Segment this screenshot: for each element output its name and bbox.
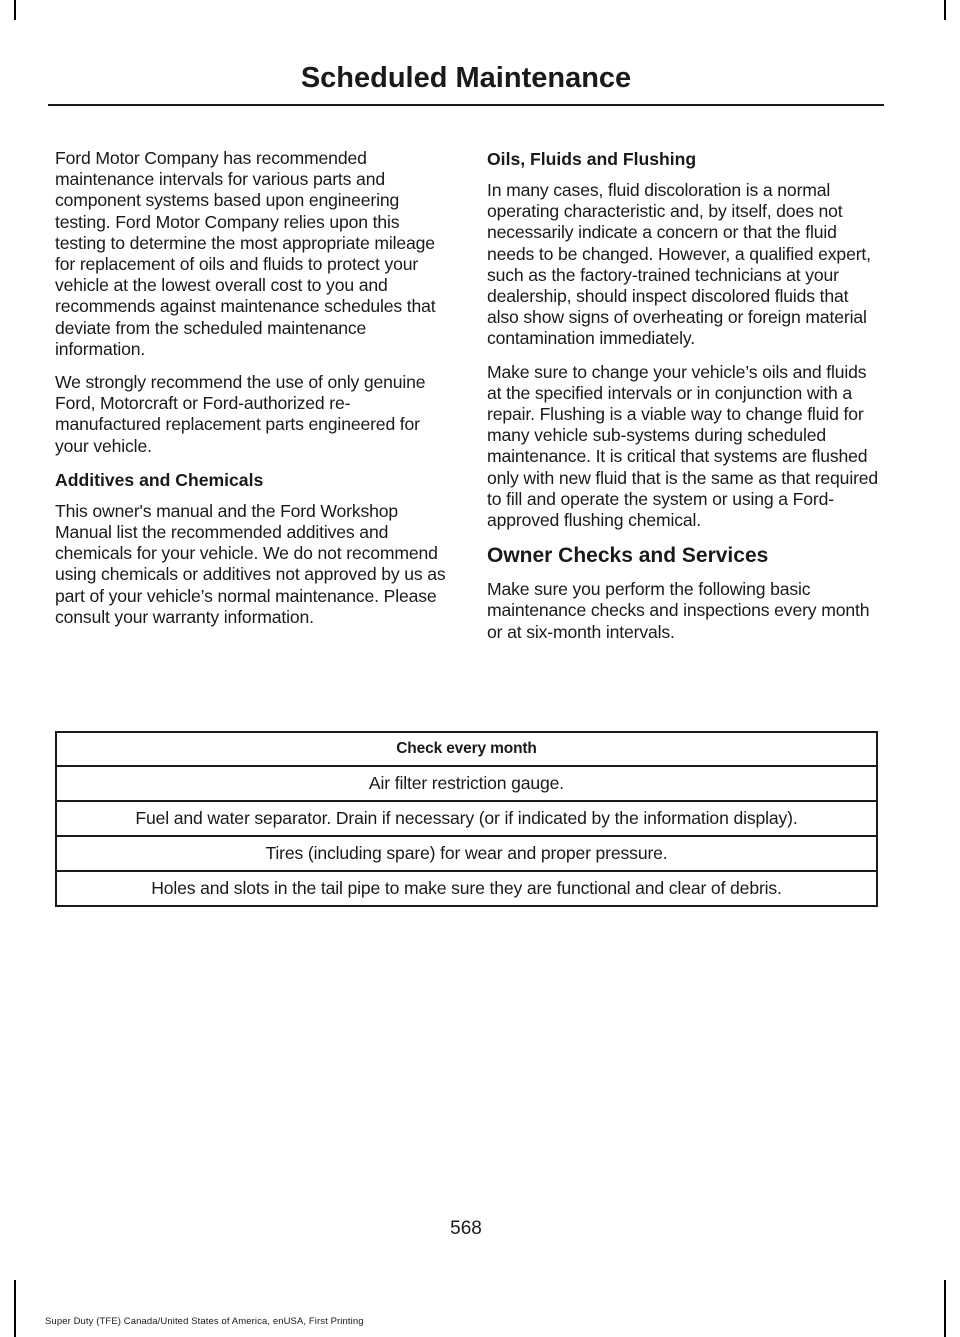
table-cell-tires: Tires (including spare) for wear and proper pressure. (56, 836, 877, 871)
page-title: Scheduled Maintenance (300, 62, 632, 94)
edition-footer: Super Duty (TFE) Canada/United States of America, enUSA, First Printing (45, 1316, 364, 1327)
heading-owner-checks: Owner Checks and Services (487, 544, 769, 568)
crop-mark-top-right (944, 0, 946, 20)
table-cell-air-filter: Air filter restriction gauge. (56, 766, 877, 801)
header-divider (48, 104, 884, 106)
right-column (487, 148, 879, 655)
page-number: 568 (450, 1218, 482, 1239)
paragraph-change-fluids: Make sure to change your vehicle’s oils and fluids at the specified intervals or in conjunction with a repair. Flushing is a viable way to change fluid for many vehicle sub-systems during scheduled maintenance. It is critical that systems are flushed only with new fluid that is the same as that required to fill and operate the system or using a Ford-approved flushing chemical. (487, 361, 879, 531)
monthly-check-table (55, 731, 878, 907)
table-row (56, 871, 877, 906)
table-cell-fuel-water-separator: Fuel and water separator. Drain if necessary (or if indicated by the information display). (56, 801, 877, 836)
table-header-row (56, 732, 877, 766)
left-column (55, 148, 447, 640)
table-row (56, 836, 877, 871)
table-header-cell: Check every month (56, 732, 877, 766)
table-cell-tail-pipe: Holes and slots in the tail pipe to make sure they are functional and clear of debris. (56, 871, 877, 906)
table-row (56, 801, 877, 836)
crop-mark-bottom-right (944, 1280, 946, 1337)
paragraph-basic-checks: Make sure you perform the following basic maintenance checks and inspections every month or at six-month intervals. (487, 579, 870, 642)
table-row (56, 766, 877, 801)
page-header (48, 58, 884, 98)
paragraph-maintenance-intervals: Ford Motor Company has recommended maintenance intervals for various parts and component systems based upon engineering testing. Ford Motor Company relies upon this testing to determine the most appropriate mileage for replacement of oils and fluids to protect your vehicle at the lowest overall cost to you and recommends against maintenance schedules that deviate from the scheduled maintenance information. (55, 148, 436, 359)
heading-oils-fluids-flushing: Oils, Fluids and Flushing (487, 149, 697, 169)
heading-additives-chemicals: Additives and Chemicals (55, 469, 264, 490)
crop-mark-bottom-left (14, 1280, 16, 1337)
paragraph-additives: This owner's manual and the Ford Workshop Manual list the recommended additives and chemicals for your vehicle. We do not recommend using chemicals or additives not approved by us as part of your vehicle’s normal maintenance. Please consult your warranty information. (55, 500, 446, 627)
crop-mark-top-left (14, 0, 16, 20)
paragraph-fluid-discoloration: In many cases, fluid discoloration is a normal operating characteristic and, by itself, does not necessarily indicate a concern or that the fluid needs to be changed. However, a qualified expert, such as the factory-trained technicians at your dealership, should inspect discolored fluids that also show signs of overheating or foreign material contamination immediately. (487, 180, 871, 349)
paragraph-genuine-parts: We strongly recommend the use of only genuine Ford, Motorcraft or Ford-authorized re-manufactured replacement parts engineered for your vehicle. (55, 372, 426, 456)
